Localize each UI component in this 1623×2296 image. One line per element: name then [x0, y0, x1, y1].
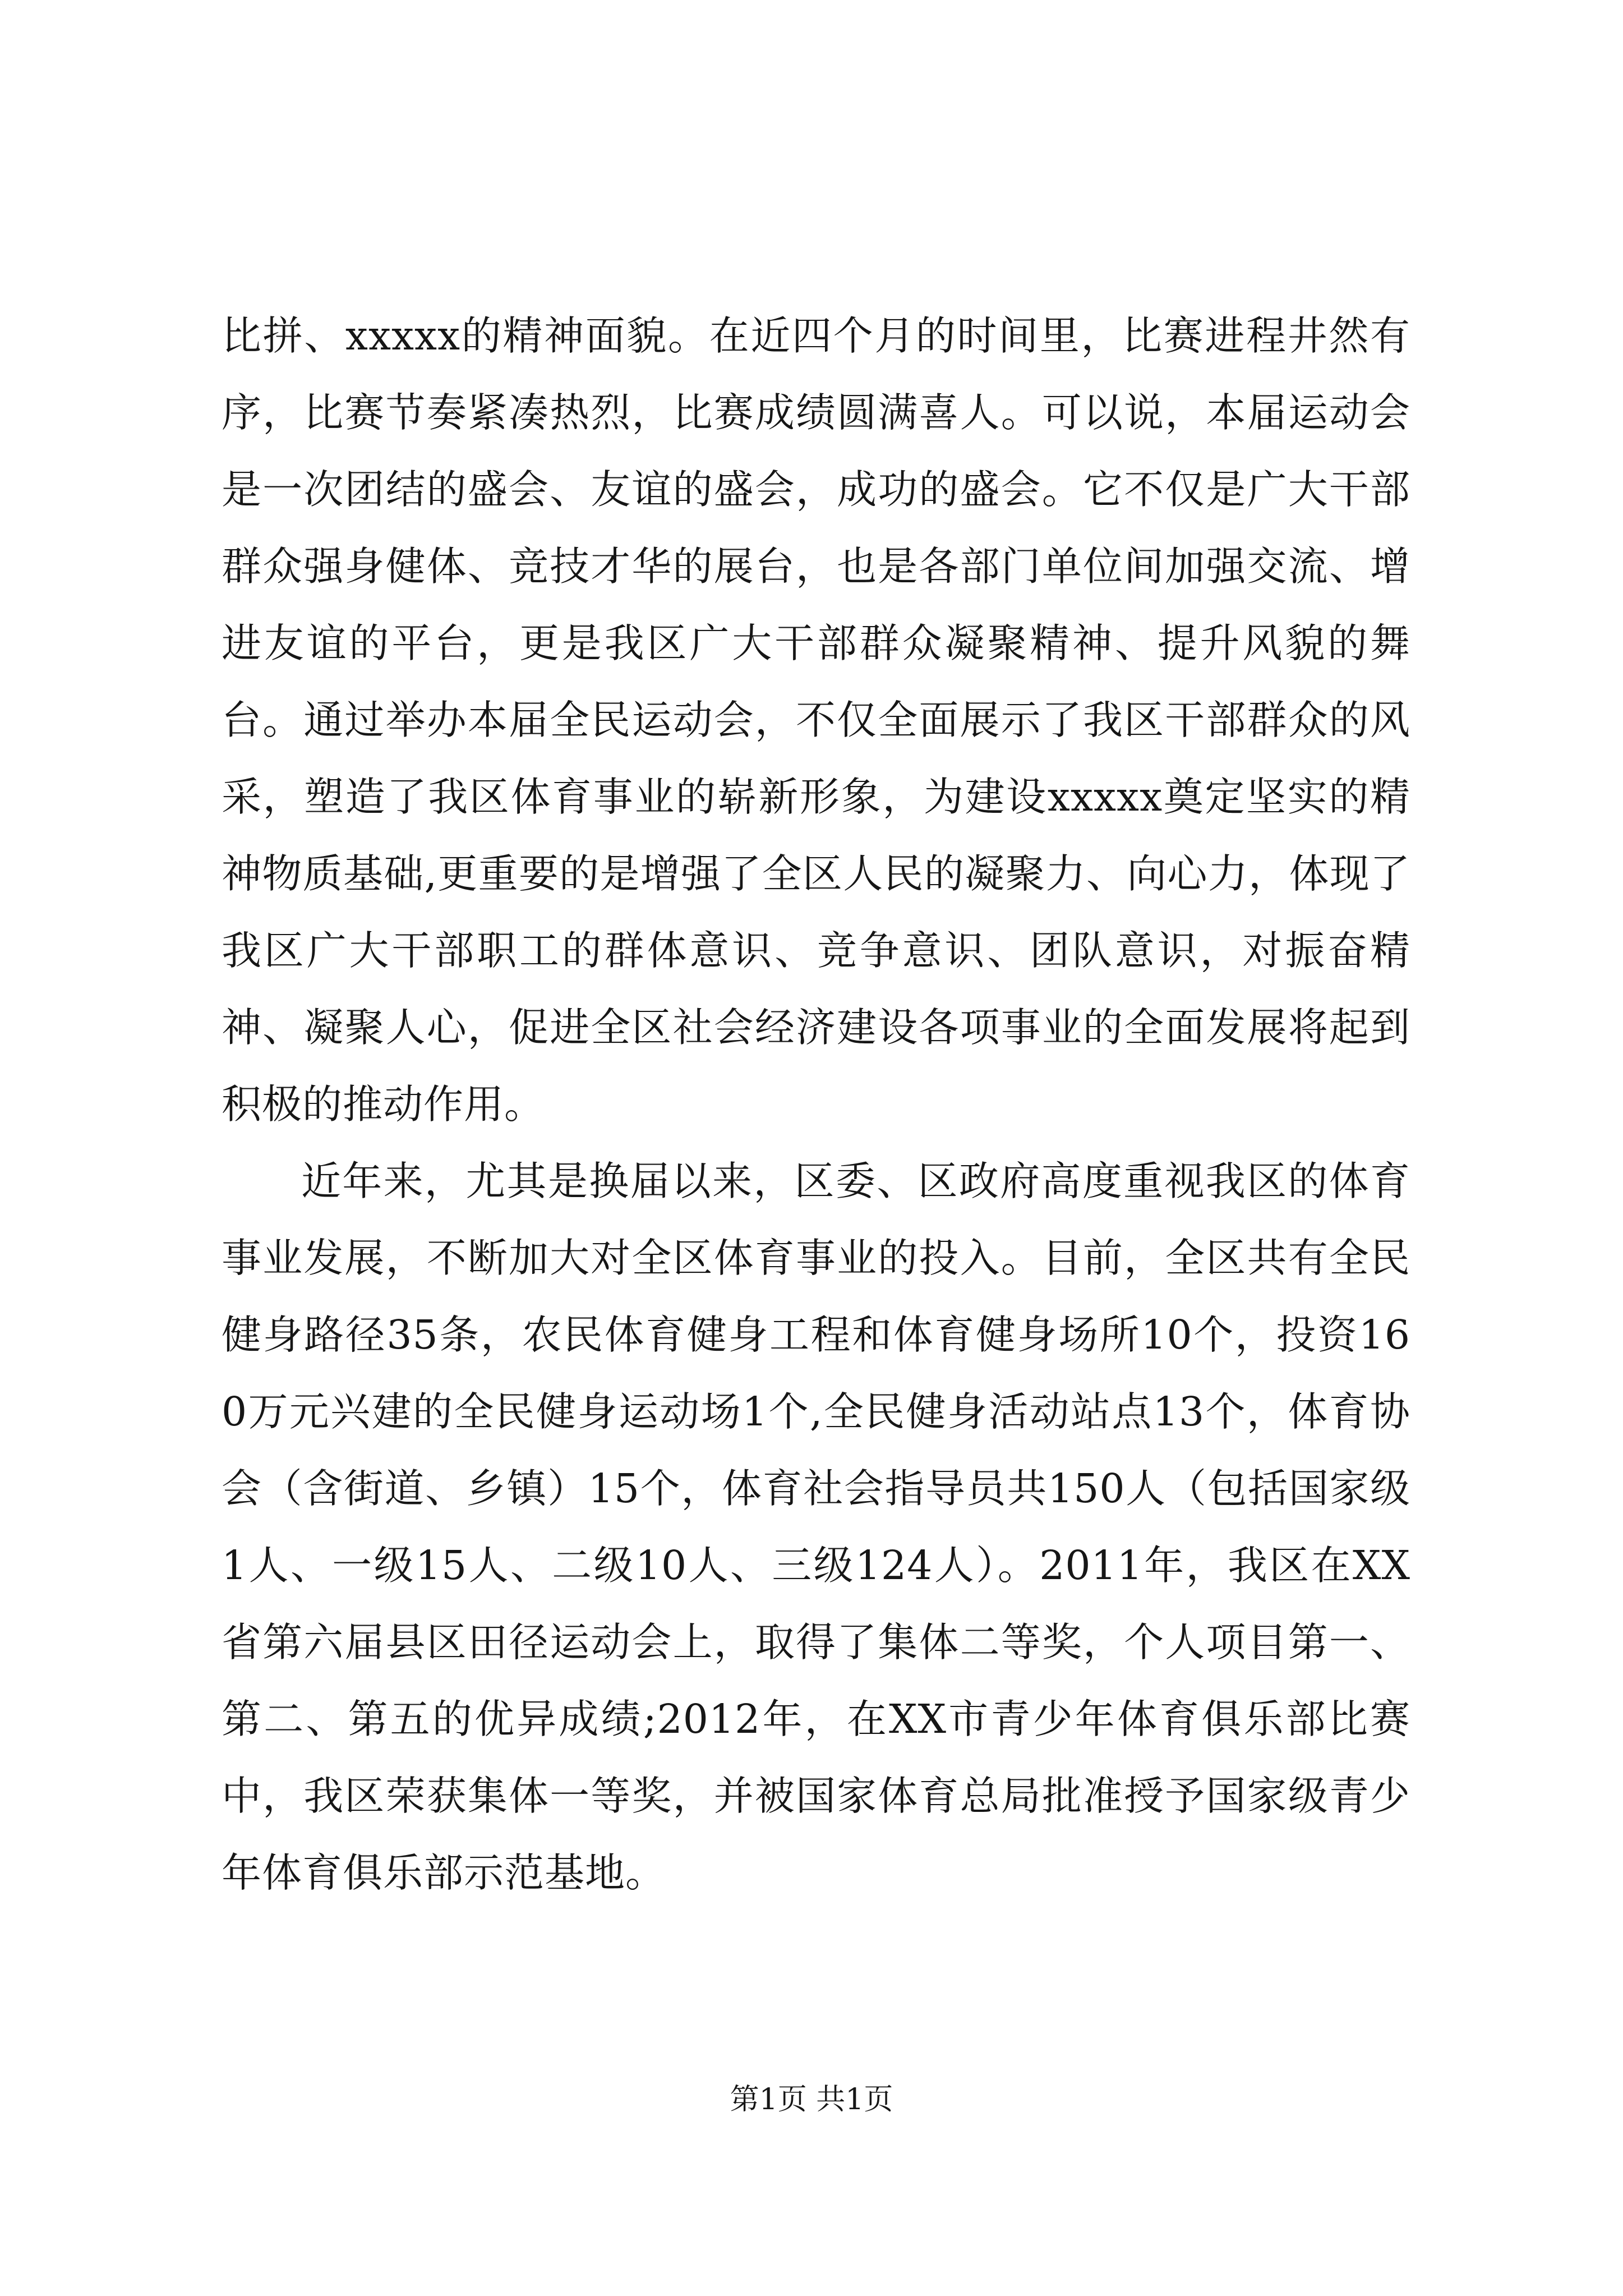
document-body	[222, 297, 1410, 1911]
paragraph-sports-development: 近年来，尤其是换届以来，区委、区政府高度重视我区的体育事业发展，不断加大对全区体育事业的投入。目前，全区共有全民健身路径35条，农民体育健身工程和体育健身场所10个，投资160万元兴建的全民健身运动场1个,全民健身活动站点13个，体育协会（含街道、乡镇）15个，体育社会指导员共150人（包括国家级1人、一级15人、二级10人、三级124人）。2011年，我区在XX省第六届县区田径运动会上，取得了集体二等奖，个人项目第一、第二、第五的优异成绩;2012年，在XX市青少年体育俱乐部比赛中，我区荣获集体一等奖，并被国家体育总局批准授予国家级青少年体育俱乐部示范基地。	[222, 1158, 1410, 1896]
page-footer: 第1页 共1页	[730, 2083, 893, 2116]
paragraph-continued: 比拼、xxxxx的精神面貌。在近四个月的时间里，比赛进程井然有序，比赛节奏紧凑热烈，比赛成绩圆满喜人。可以说，本届运动会是一次团结的盛会、友谊的盛会，成功的盛会。它不仅是广大干部群众强身健体、竞技才华的展台，也是各部门单位间加强交流、增进友谊的平台，更是我区广大干部群众凝聚精神、提升风貌的舞台。通过举办本届全民运动会，不仅全面展示了我区干部群众的风采，塑造了我区体育事业的崭新形象，为建设xxxxx奠定坚实的精神物质基础,更重要的是增强了全区人民的凝聚力、向心力，体现了我区广大干部职工的群体意识、竞争意识、团队意识，对振奋精神、凝聚人心，促进全区社会经济建设各项事业的全面发展将起到积极的推动作用。	[222, 312, 1410, 1128]
